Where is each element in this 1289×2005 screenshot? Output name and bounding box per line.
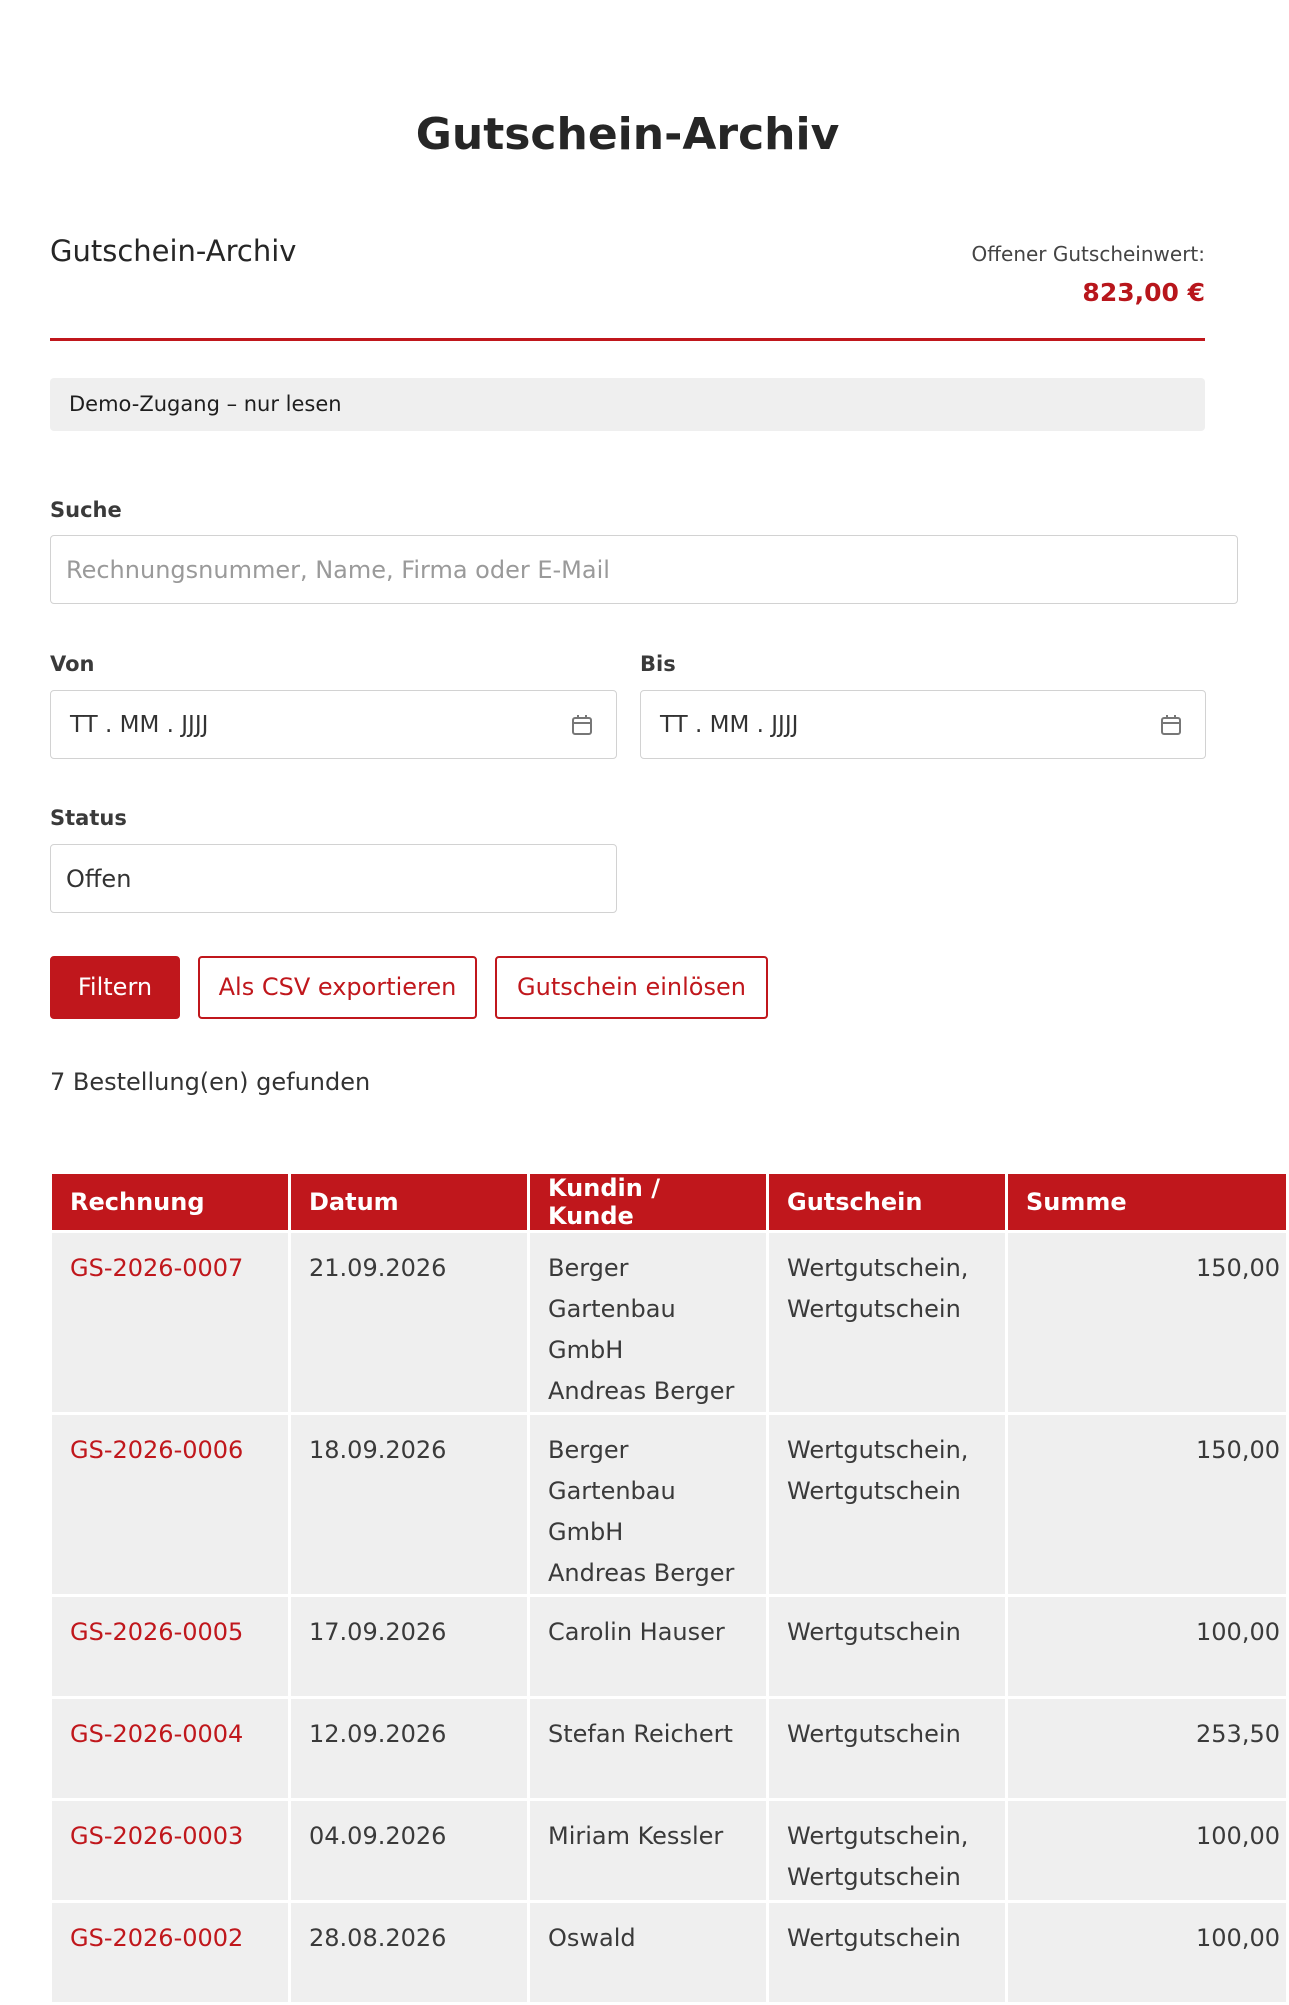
column-header-voucher[interactable]: Gutschein (769, 1174, 1005, 1230)
open-value-amount: 823,00 € (1082, 278, 1205, 307)
table-row (52, 1801, 1286, 1900)
sum-value: 150,00 (1196, 1436, 1280, 1464)
invoice-link[interactable]: GS-2026-0005 (52, 1597, 288, 1696)
status-select-value: Offen (66, 865, 132, 893)
voucher-line: Wertgutschein (787, 1295, 961, 1323)
invoice-link[interactable]: GS-2026-0007 (52, 1233, 288, 1412)
invoice-link[interactable]: GS-2026-0002 (52, 1903, 288, 2002)
customer-line: Miriam Kessler (548, 1822, 724, 1850)
sum-cell (1008, 1903, 1286, 2002)
sum-value: 253,50 (1196, 1720, 1280, 1748)
sum-cell (1008, 1597, 1286, 1696)
customer-line: Andreas Berger (548, 1377, 735, 1405)
redeem-voucher-button[interactable]: Gutschein einlösen (495, 956, 768, 1019)
customer-cell (530, 1597, 766, 1696)
customer-line: Oswald (548, 1924, 636, 1952)
invoice-link[interactable]: GS-2026-0003 (52, 1801, 288, 1900)
sum-cell (1008, 1801, 1286, 1900)
table-header-row (52, 1174, 1286, 1230)
sum-value: 100,00 (1196, 1618, 1280, 1646)
column-header-date[interactable]: Datum (291, 1174, 527, 1230)
order-date: 21.09.2026 (291, 1233, 527, 1412)
to-date-input[interactable] (640, 690, 1206, 759)
calendar-icon[interactable] (570, 713, 594, 737)
voucher-line: Wertgutschein (787, 1863, 961, 1891)
voucher-cell (769, 1903, 1005, 2002)
customer-cell (530, 1699, 766, 1798)
customer-line: Berger (548, 1436, 629, 1464)
to-label: Bis (640, 652, 676, 676)
order-date: 28.08.2026 (291, 1903, 527, 2002)
voucher-line: Wertgutschein (787, 1720, 961, 1748)
column-header-customer[interactable]: Kundin / Kunde (530, 1174, 766, 1230)
sum-cell (1008, 1699, 1286, 1798)
sum-value: 100,00 (1196, 1924, 1280, 1952)
page-title: Gutschein-Archiv (415, 109, 840, 160)
to-date-value: TT . MM . JJJJ (660, 712, 799, 738)
column-header-invoice[interactable]: Rechnung (52, 1174, 288, 1230)
order-date: 12.09.2026 (291, 1699, 527, 1798)
calendar-icon[interactable] (1159, 713, 1183, 737)
customer-line: Stefan Reichert (548, 1720, 733, 1748)
customer-line: Andreas Berger (548, 1559, 735, 1587)
voucher-line: Wertgutschein, (787, 1254, 969, 1282)
order-date: 17.09.2026 (291, 1597, 527, 1696)
customer-cell (530, 1801, 766, 1900)
sum-cell (1008, 1415, 1286, 1594)
result-count: 7 Bestellung(en) gefunden (50, 1068, 371, 1096)
archive-header (50, 230, 1205, 341)
customer-line: Gartenbau GmbH (548, 1295, 676, 1364)
customer-cell (530, 1415, 766, 1594)
from-date-input[interactable] (50, 690, 617, 759)
column-header-sum[interactable]: Summe (1008, 1174, 1286, 1230)
search-input[interactable] (51, 536, 1237, 603)
demo-notice: Demo-Zugang – nur lesen (50, 378, 1205, 431)
sum-cell (1008, 1233, 1286, 1412)
table-row (52, 1415, 1286, 1594)
voucher-cell (769, 1597, 1005, 1696)
orders-table (50, 1172, 1280, 1952)
voucher-cell (769, 1415, 1005, 1594)
from-label: Von (50, 652, 95, 676)
open-value-label: Offener Gutscheinwert: (971, 242, 1205, 266)
search-field (50, 535, 1238, 604)
customer-cell (530, 1233, 766, 1412)
voucher-line: Wertgutschein, (787, 1436, 969, 1464)
voucher-line: Wertgutschein (787, 1477, 961, 1505)
voucher-cell (769, 1801, 1005, 1900)
voucher-line: Wertgutschein (787, 1618, 961, 1646)
invoice-link[interactable]: GS-2026-0004 (52, 1699, 288, 1798)
voucher-cell (769, 1233, 1005, 1412)
status-select[interactable] (50, 844, 617, 913)
customer-line: Carolin Hauser (548, 1618, 725, 1646)
sum-value: 150,00 (1196, 1254, 1280, 1282)
from-date-value: TT . MM . JJJJ (70, 712, 209, 738)
voucher-line: Wertgutschein (787, 1924, 961, 1952)
table-row (52, 1233, 1286, 1412)
filter-button[interactable]: Filtern (50, 956, 180, 1019)
order-date: 04.09.2026 (291, 1801, 527, 1900)
customer-line: Gartenbau GmbH (548, 1477, 676, 1546)
table-row (52, 1903, 1286, 2002)
customer-cell (530, 1903, 766, 2002)
export-csv-button[interactable]: Als CSV exportieren (198, 956, 477, 1019)
customer-line: Berger (548, 1254, 629, 1282)
status-label: Status (50, 806, 127, 830)
invoice-link[interactable]: GS-2026-0006 (52, 1415, 288, 1594)
sum-value: 100,00 (1196, 1822, 1280, 1850)
search-label: Suche (50, 498, 122, 522)
voucher-cell (769, 1699, 1005, 1798)
order-date: 18.09.2026 (291, 1415, 527, 1594)
archive-title: Gutschein-Archiv (50, 234, 297, 268)
voucher-line: Wertgutschein, (787, 1822, 969, 1850)
table-row (52, 1699, 1286, 1798)
table-row (52, 1597, 1286, 1696)
